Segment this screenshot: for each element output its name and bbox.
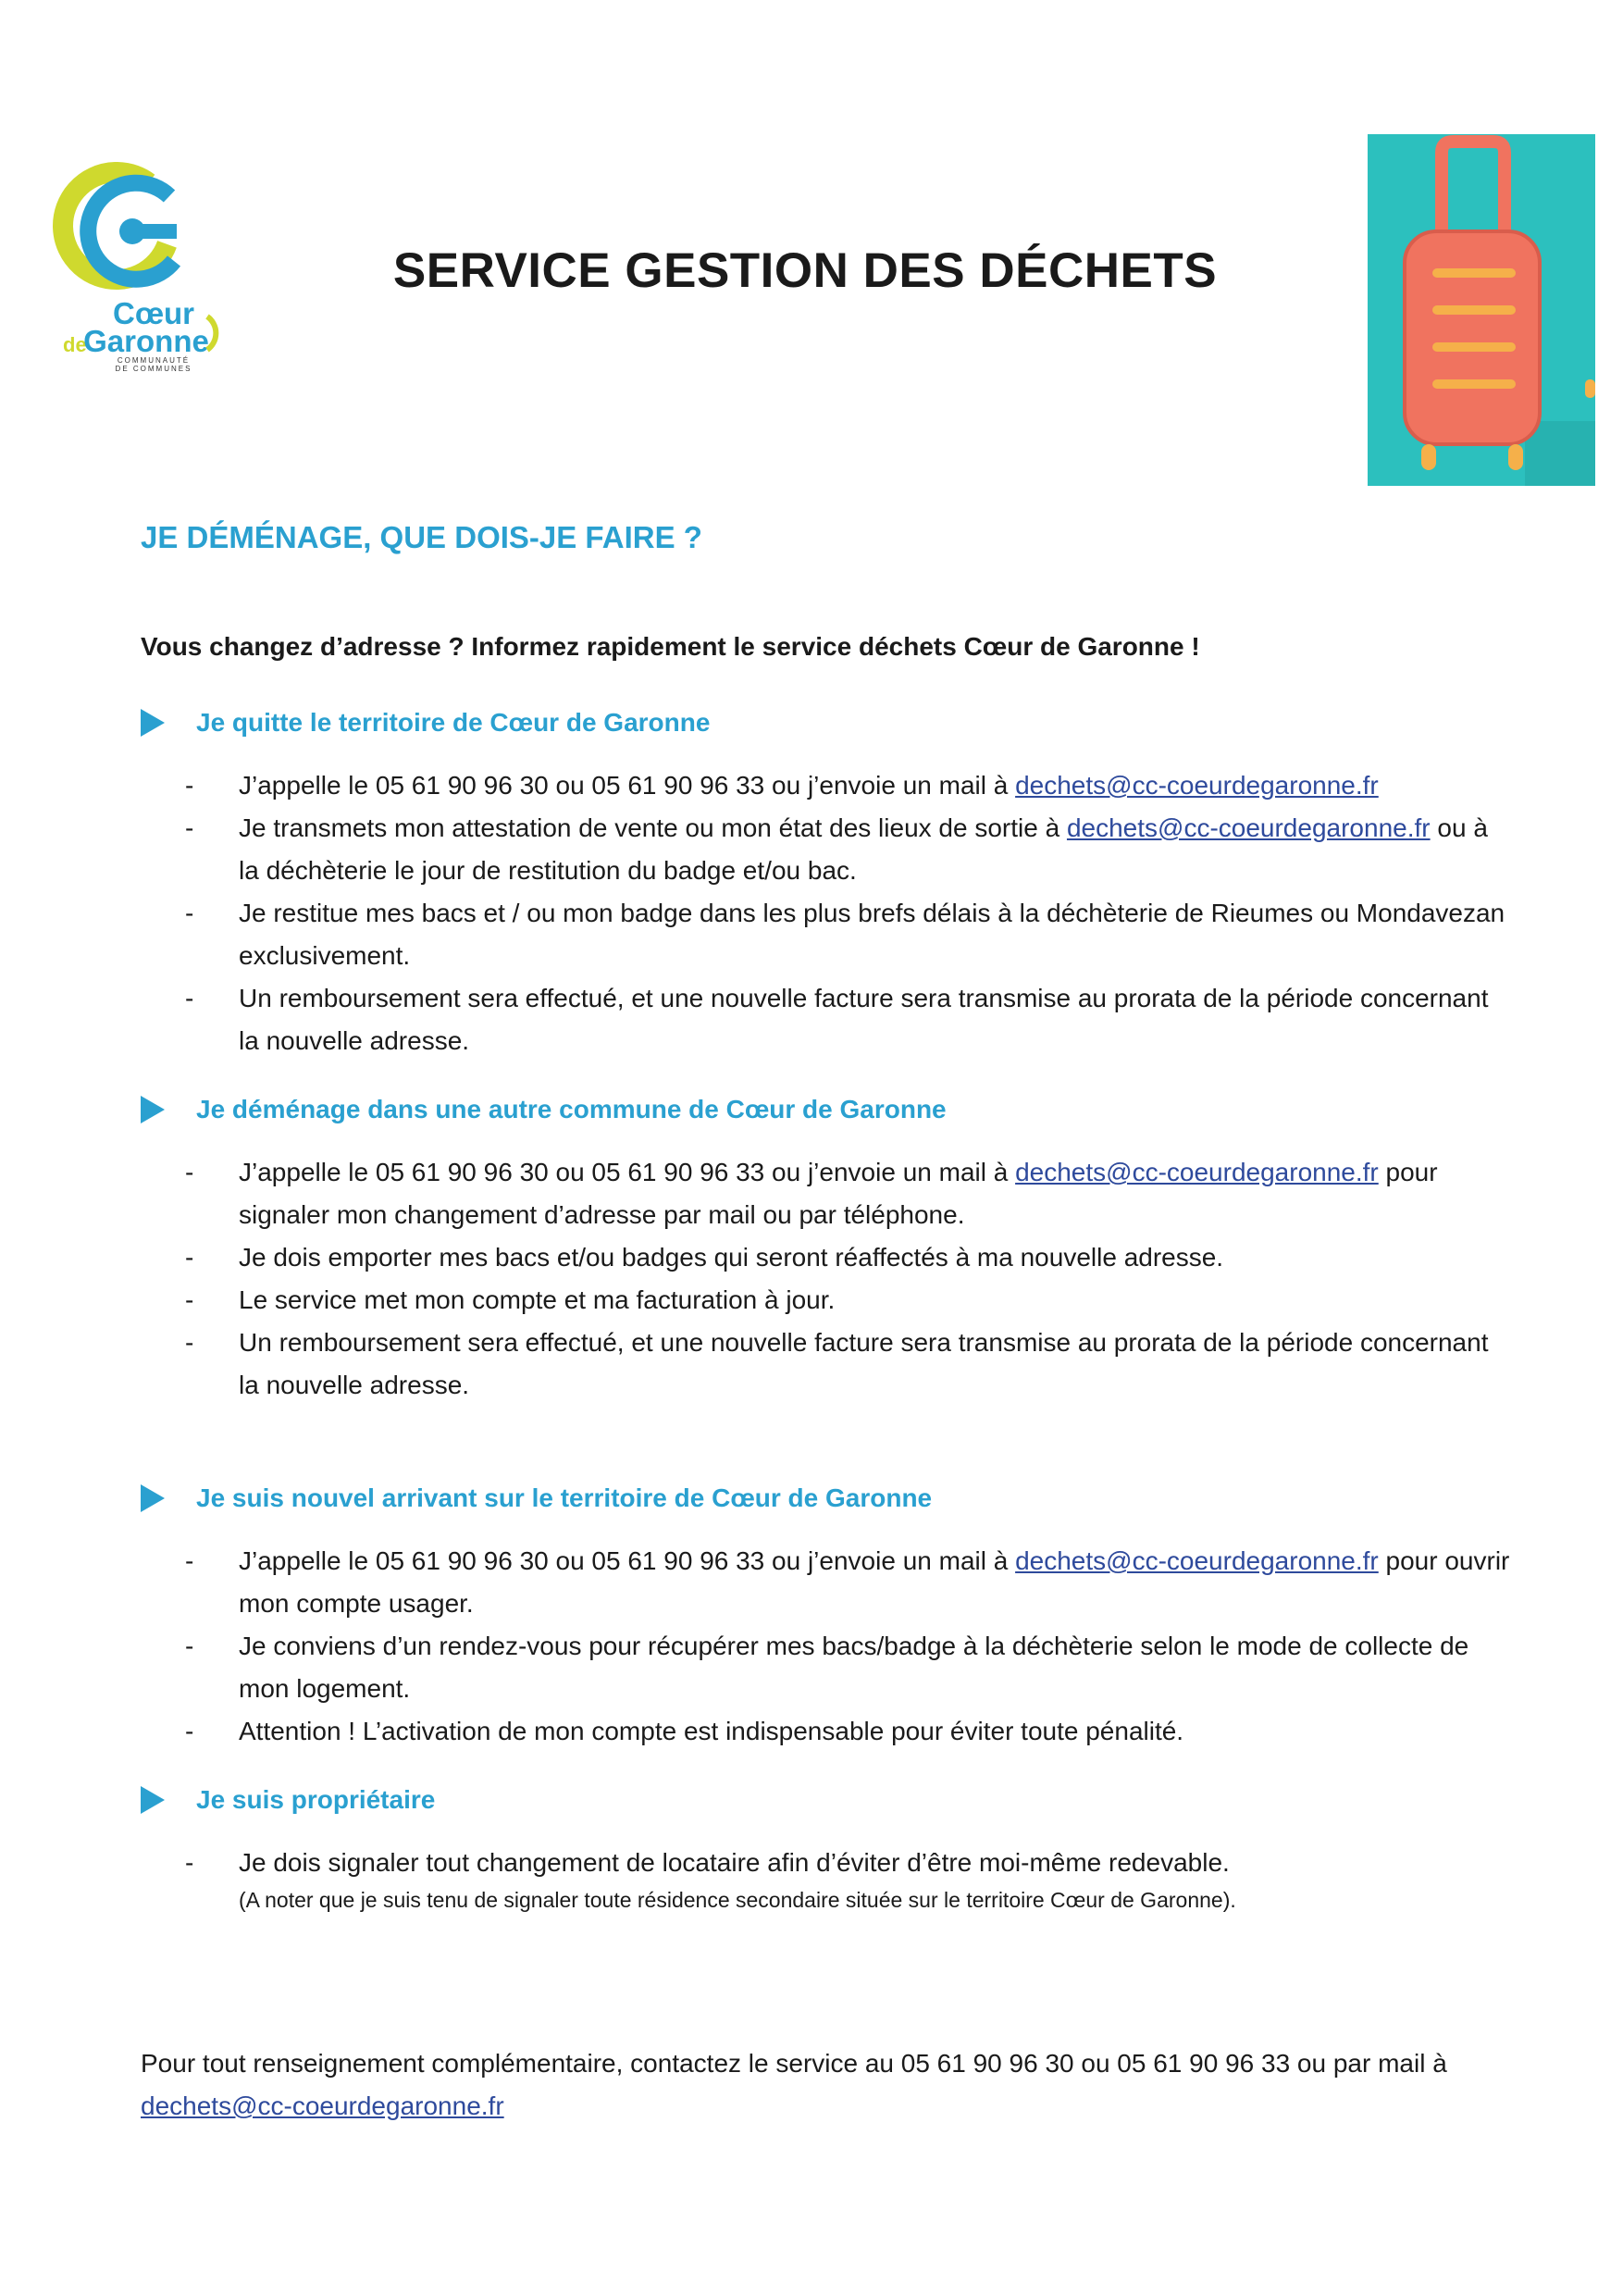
list-item [141,1151,1510,1236]
item-note: (A noter que je suis tenu de signaler toute résidence secondaire située sur le territoire Cœur de Garonne). [239,1888,1236,1912]
list-item [141,1842,1510,1916]
logo-subtitle-1: COMMUNAUTÉ [117,356,191,365]
item-text: Je dois emporter mes bacs et/ou badges qui seront réaffectés à ma nouvelle adresse. [239,1243,1224,1272]
item-list [141,764,1510,1062]
sections-container [141,698,1510,1916]
main-heading: JE DÉMÉNAGE, QUE DOIS-JE FAIRE ? [141,520,702,554]
item-text: Le service met mon compte et ma facturation à jour. [239,1285,836,1314]
dash-bullet-icon: - [185,899,194,927]
list-item [141,1540,1510,1625]
dash-bullet-icon: - [185,1243,194,1272]
section-title-text: Je suis propriétaire [196,1785,436,1814]
list-item [141,892,1510,977]
section [141,1775,1510,1916]
section-title [141,1085,1510,1135]
email-link[interactable]: dechets@cc-coeurdegaronne.fr [1015,1546,1379,1575]
dash-bullet-icon: - [185,1717,194,1745]
triangle-bullet-icon [141,1786,165,1814]
item-text-continued: ou à la déchèterie le jour de restitution du badge et/ou bac. [239,813,1488,885]
item-text: Je transmets mon attestation de vente ou mon état des lieux de sortie à [239,813,1067,842]
email-link[interactable]: dechets@cc-coeurdegaronne.fr [1015,1158,1379,1186]
item-text-continued: pour signaler mon changement d’adresse par mail ou par téléphone. [239,1158,1438,1229]
item-text: J’appelle le 05 61 90 96 30 ou 05 61 90 96 33 ou j’envoie un mail à [239,1546,1016,1575]
list-item [141,1279,1510,1322]
dash-bullet-icon: - [185,1328,194,1357]
item-text: Je restitue mes bacs et / ou mon badge dans les plus brefs délais à la déchèterie de Rieumes ou Mondavezan exclusivement. [239,899,1505,970]
section-title [141,1775,1510,1825]
item-text: J’appelle le 05 61 90 96 30 ou 05 61 90 96 33 ou j’envoie un mail à [239,771,1016,800]
item-list [141,1540,1510,1753]
list-item [141,1236,1510,1279]
triangle-bullet-icon [141,1096,165,1123]
intro-text: Vous changez d’adresse ? Informez rapidement le service déchets Cœur de Garonne ! [141,632,1200,661]
section-title-text: Je déménage dans une autre commune de Cœur de Garonne [196,1095,947,1123]
section-title-text: Je quitte le territoire de Cœur de Garonne [196,708,711,737]
item-text-continued: pour ouvrir mon compte usager. [239,1546,1510,1618]
item-text: Un remboursement sera effectué, et une nouvelle facture sera transmise au prorata de la période concernant la nouvelle adresse. [239,984,1489,1055]
dash-bullet-icon: - [185,1158,194,1186]
section [141,698,1510,1062]
email-link[interactable]: dechets@cc-coeurdegaronne.fr [1015,771,1379,800]
item-text: Attention ! L’activation de mon compte est indispensable pour éviter toute pénalité. [239,1717,1184,1745]
dash-bullet-icon: - [185,1546,194,1575]
list-item [141,764,1510,807]
dash-bullet-icon: - [185,1632,194,1660]
section-title [141,698,1510,748]
page-title: SERVICE GESTION DES DÉCHETS [392,243,1218,298]
dash-bullet-icon: - [185,1285,194,1314]
logo-subtitle-2: DE COMMUNES [115,365,192,372]
logo-text-de: de [63,333,87,356]
footer-contact [141,2042,1510,2128]
footer-text: Pour tout renseignement complémentaire, contactez le service au 05 61 90 96 30 ou 05 61 90 96 33 ou par mail à [141,2049,1447,2078]
suitcase-photo [1368,134,1595,486]
dash-bullet-icon: - [185,984,194,1012]
section-title-text: Je suis nouvel arrivant sur le territoire de Cœur de Garonne [196,1483,933,1512]
list-item [141,977,1510,1062]
logo-text-coeur: Cœur [113,296,194,330]
item-list [141,1842,1510,1916]
item-text: J’appelle le 05 61 90 96 30 ou 05 61 90 96 33 ou j’envoie un mail à [239,1158,1016,1186]
list-item [141,1710,1510,1753]
dash-bullet-icon: - [185,1848,194,1877]
item-list [141,1151,1510,1407]
dash-bullet-icon: - [185,771,194,800]
list-item [141,1322,1510,1407]
footer-email-link[interactable]: dechets@cc-coeurdegaronne.fr [141,2091,504,2120]
email-link[interactable]: dechets@cc-coeurdegaronne.fr [1066,813,1431,842]
item-text: Je dois signaler tout changement de locataire afin d’éviter d’être moi-même redevable. [239,1848,1230,1877]
section [141,1085,1510,1407]
list-item [141,807,1510,892]
coeur-de-garonne-logo [44,159,229,372]
logo-text-garonne: Garonne [83,324,209,358]
item-text: Je conviens d’un rendez-vous pour récupérer mes bacs/badge à la déchèterie selon le mode de collecte de mon logement. [239,1632,1469,1703]
item-text: Un remboursement sera effectué, et une nouvelle facture sera transmise au prorata de la période concernant la nouvelle adresse. [239,1328,1489,1399]
section-title [141,1473,1510,1523]
triangle-bullet-icon [141,1484,165,1512]
dash-bullet-icon: - [185,813,194,842]
list-item [141,1625,1510,1710]
triangle-bullet-icon [141,709,165,737]
section [141,1473,1510,1753]
